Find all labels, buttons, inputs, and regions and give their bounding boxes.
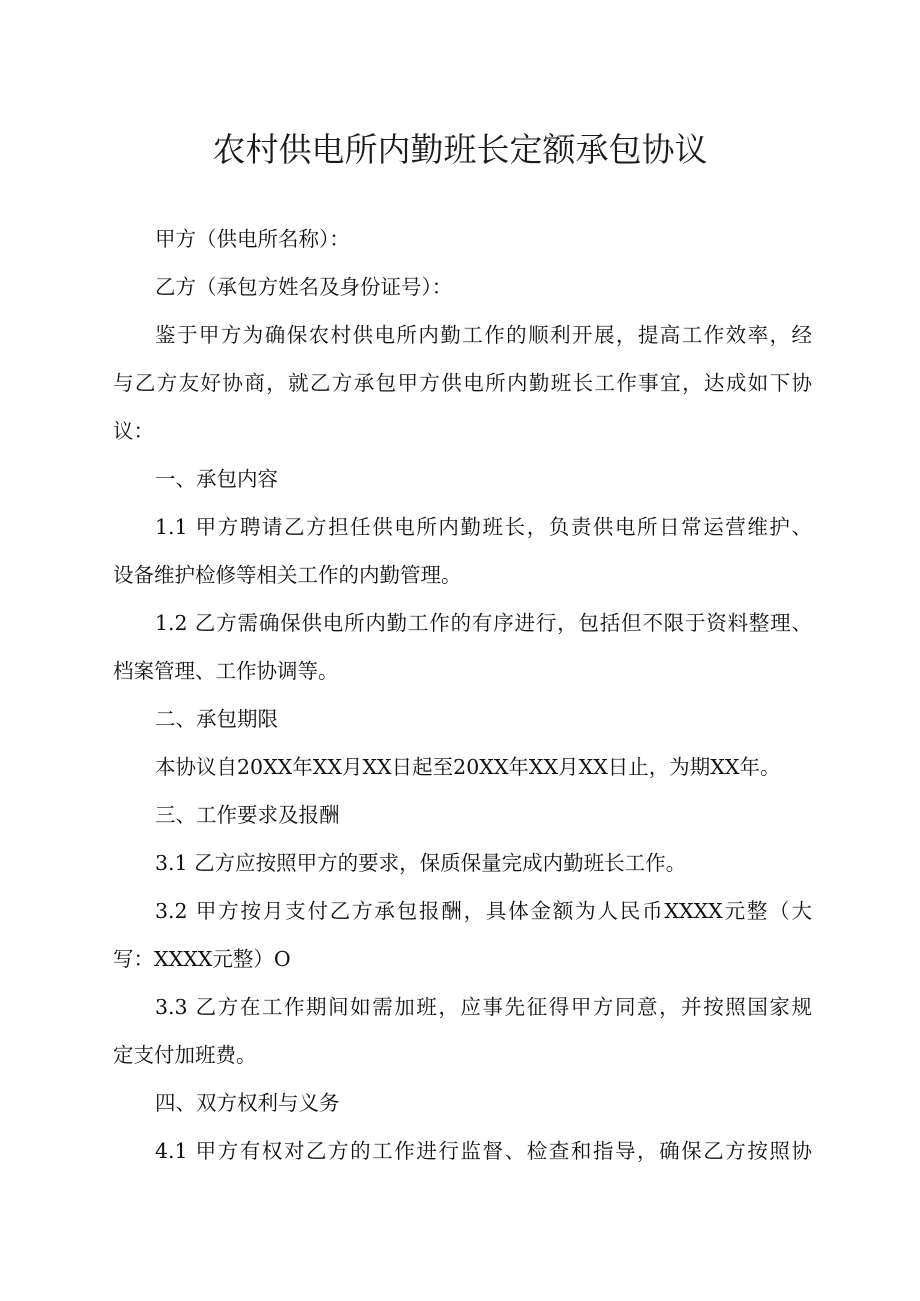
clause-3-1-line-1: 3.1 乙方应按照甲方的要求，保质保量完成内勤班长工作。 — [155, 851, 687, 875]
clause-3-3-line-1: 3.3 乙方在工作期间如需加班，应事先征得甲方同意，并按照国家规 — [155, 995, 812, 1019]
preamble-line-1: 鉴于甲方为确保农村供电所内勤工作的顺利开展，提高工作效率，经 — [155, 323, 812, 347]
clause-1-1-line-2: 设备维护检修等相关工作的内勤管理。 — [113, 563, 462, 587]
party-b-line: 乙方（承包方姓名及身份证号）： — [155, 275, 453, 299]
section-heading-1: 一、承包内容 — [155, 467, 278, 491]
clause-3-2-line-2: 写：XXXX元整）O — [113, 947, 291, 971]
preamble-line-2: 与乙方友好协商，就乙方承包甲方供电所内勤班长工作事宜，达成如下协 — [113, 371, 812, 395]
clause-1-1-line-1: 1.1 甲方聘请乙方担任供电所内勤班长，负责供电所日常运营维护、 — [155, 515, 812, 539]
preamble-line-3: 议： — [113, 419, 154, 443]
clause-3-2-line-1: 3.2 甲方按月支付乙方承包报酬，具体金额为人民币XXXX元整（大 — [155, 899, 812, 923]
clause-3-3-line-2: 定支付加班费。 — [113, 1043, 257, 1067]
section-heading-2: 二、承包期限 — [155, 707, 278, 731]
clause-1-2-line-1: 1.2 乙方需确保供电所内勤工作的有序进行，包括但不限于资料整理、 — [155, 611, 812, 635]
clause-1-2-line-2: 档案管理、工作协调等。 — [113, 659, 339, 683]
section-heading-3: 三、工作要求及报酬 — [155, 803, 340, 827]
term-line: 本协议自20XX年XX月XX日起至20XX年XX月XX日止，为期XX年。 — [155, 755, 781, 779]
party-a-line: 甲方（供电所名称）： — [155, 227, 350, 251]
section-heading-4: 四、双方权利与义务 — [155, 1091, 340, 1115]
document-title: 农村供电所内勤班长定额承包协议 — [212, 130, 708, 169]
clause-4-1-line-1: 4.1 甲方有权对乙方的工作进行监督、检查和指导，确保乙方按照协 — [155, 1139, 812, 1163]
